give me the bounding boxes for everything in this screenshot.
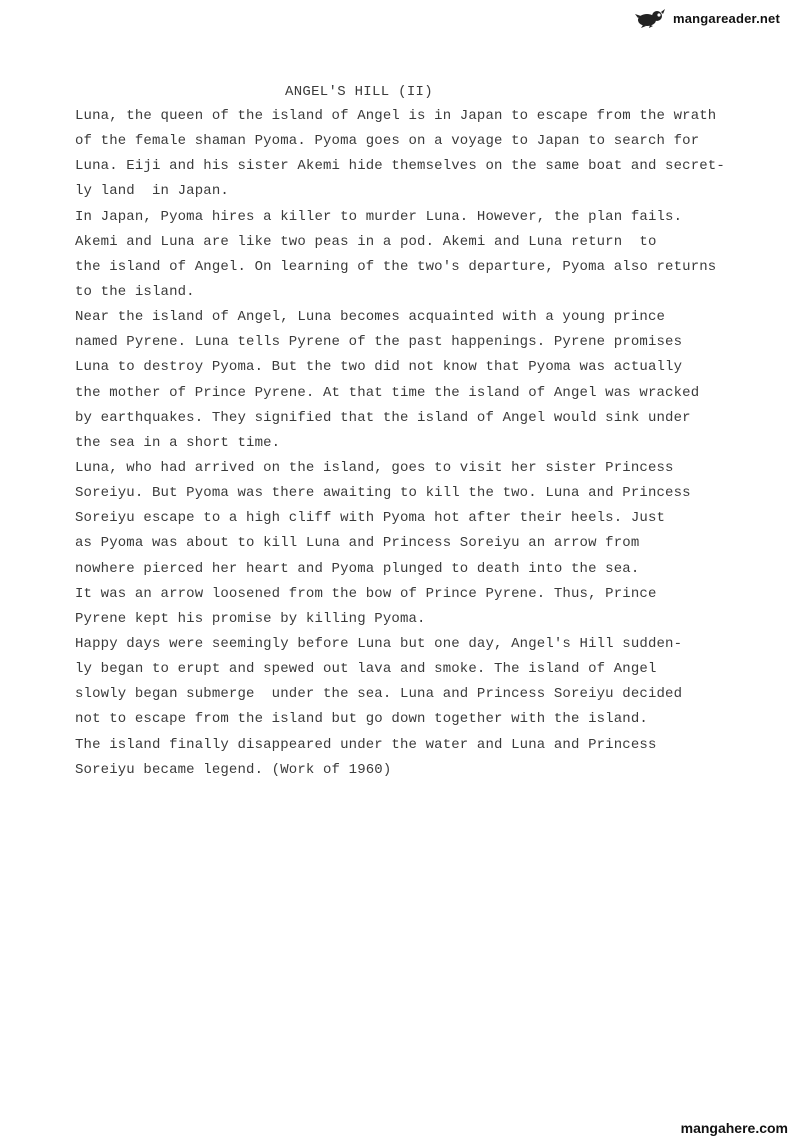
text-line: Soreiyu. But Pyoma was there awaiting to kill the two. Luna and Princess bbox=[75, 485, 691, 502]
document-lines bbox=[75, 104, 755, 783]
text-line: Soreiyu became legend. (Work of 1960) bbox=[75, 761, 392, 778]
text-line: of the female shaman Pyoma. Pyoma goes on a voyage to Japan to search for bbox=[75, 133, 700, 150]
watermark-top bbox=[635, 8, 780, 28]
text-line: by earthquakes. They signified that the island of Angel would sink under bbox=[75, 409, 691, 426]
text-line: as Pyoma was about to kill Luna and Princess Soreiyu an arrow from bbox=[75, 535, 640, 552]
document-title: ANGEL'S HILL (II) bbox=[285, 84, 433, 100]
text-line: nowhere pierced her heart and Pyoma plunged to death into the sea. bbox=[75, 560, 640, 577]
text-line: Luna, the queen of the island of Angel is in Japan to escape from the wrath bbox=[75, 108, 717, 124]
document-body bbox=[75, 80, 755, 783]
text-line: the island of Angel. On learning of the two's departure, Pyoma also returns bbox=[75, 258, 717, 275]
text-line: Luna. Eiji and his sister Akemi hide themselves on the same boat and secret- bbox=[75, 158, 725, 175]
text-line: not to escape from the island but go down together with the island. bbox=[75, 711, 648, 728]
text-line: to the island. bbox=[75, 283, 195, 300]
text-line: It was an arrow loosened from the bow of Prince Pyrene. Thus, Prince bbox=[75, 585, 657, 602]
text-line: Akemi and Luna are like two peas in a pod. Akemi and Luna return to bbox=[75, 233, 657, 250]
text-line: Luna, who had arrived on the island, goes to visit her sister Princess bbox=[75, 459, 674, 476]
text-line: named Pyrene. Luna tells Pyrene of the past happenings. Pyrene promises bbox=[75, 334, 683, 351]
text-line: the sea in a short time. bbox=[75, 434, 281, 451]
text-line: slowly began submerge under the sea. Luna and Princess Soreiyu decided bbox=[75, 686, 683, 703]
text-line: In Japan, Pyoma hires a killer to murder Luna. However, the plan fails. bbox=[75, 208, 683, 225]
watermark-top-text: mangareader.net bbox=[672, 10, 780, 26]
text-line: The island finally disappeared under the water and Luna and Princess bbox=[75, 736, 657, 753]
text-line: Luna to destroy Pyoma. But the two did not know that Pyoma was actually bbox=[75, 359, 683, 376]
text-line: Pyrene kept his promise by killing Pyoma. bbox=[75, 610, 426, 627]
text-line: Happy days were seemingly before Luna but one day, Angel's Hill sudden- bbox=[75, 635, 683, 652]
text-line: Soreiyu escape to a high cliff with Pyoma hot after their heels. Just bbox=[75, 510, 666, 527]
watermark-bottom: mangahere.com bbox=[680, 1120, 788, 1136]
text-line: the mother of Prince Pyrene. At that time the island of Angel was wracked bbox=[75, 384, 700, 401]
text-line: Near the island of Angel, Luna becomes acquainted with a young prince bbox=[75, 309, 666, 326]
text-line: ly began to erupt and spewed out lava and smoke. The island of Angel bbox=[75, 661, 657, 678]
reader-logo-icon bbox=[635, 8, 669, 28]
text-line: ly land in Japan. bbox=[75, 183, 229, 200]
